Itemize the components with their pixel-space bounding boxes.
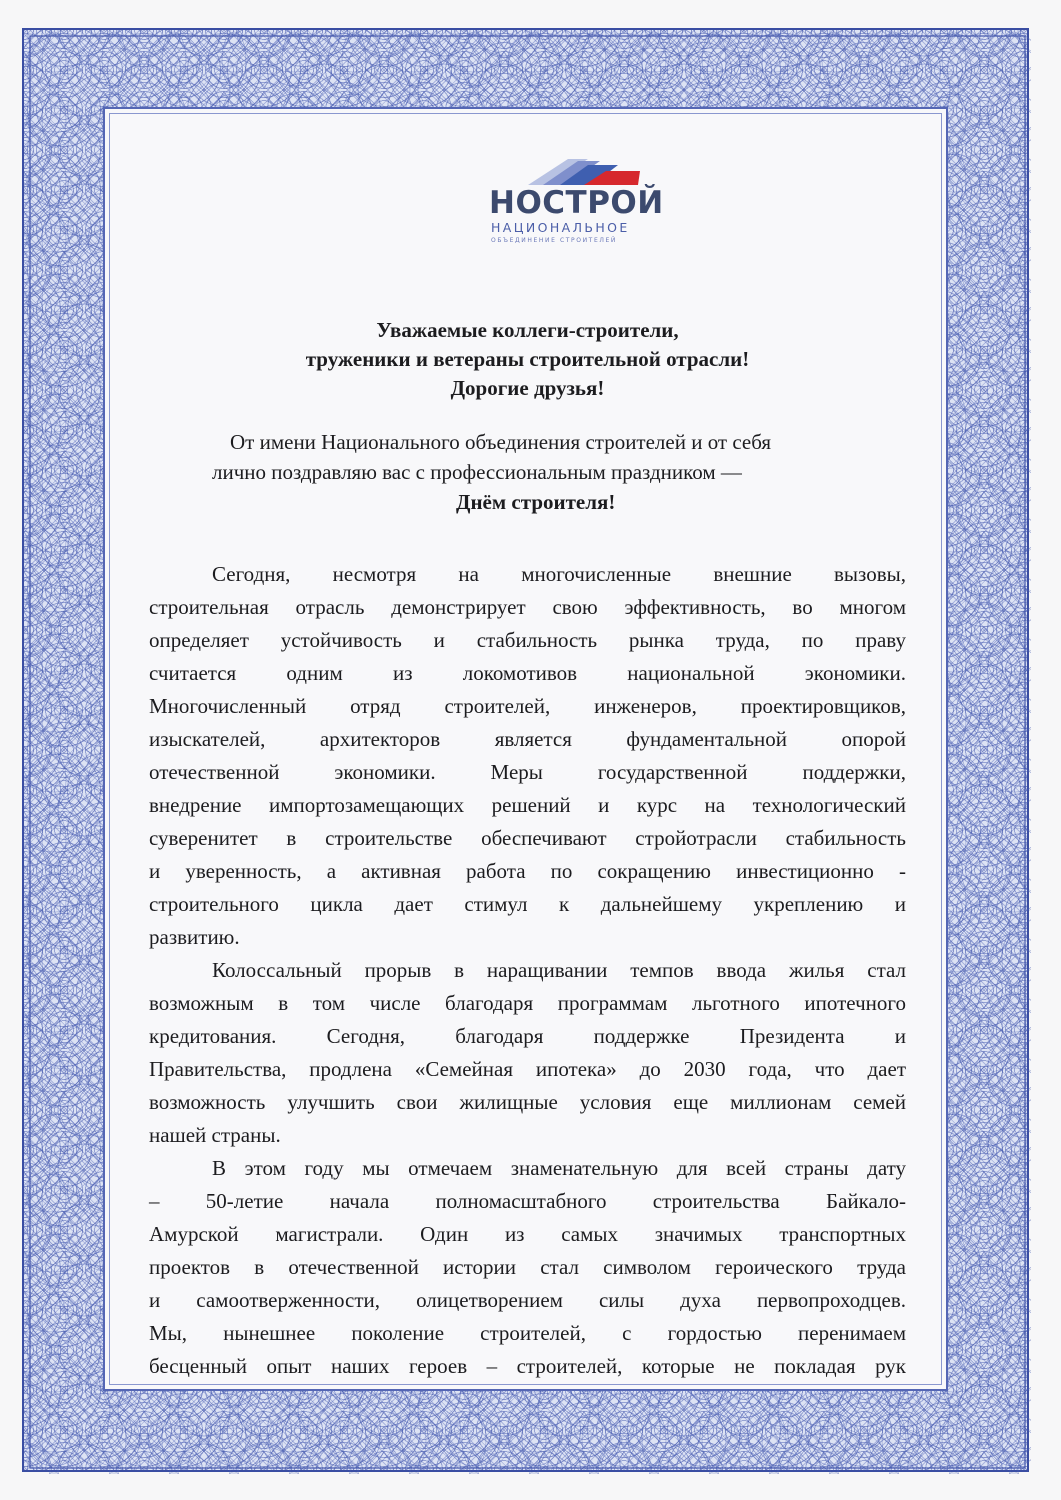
paragraph-1-line: определяет устойчивость и стабильность рынка труда, по праву (149, 628, 906, 652)
paragraph-2-line: возможным в том числе благодаря программам льготного ипотечного (149, 991, 906, 1015)
greeting-line-1: От имени Национального объединения строителей и от себя (230, 430, 772, 454)
heading-line-1: Уважаемые коллеги-строители, (376, 318, 679, 342)
paragraph-3-line: Амурской магистрали. Один из самых значимых транспортных (149, 1222, 906, 1246)
logo-subtitle: НАЦИОНАЛЬНОЕ (491, 220, 630, 235)
paragraph-2-line: возможность улучшить свои жилищные условия еще миллионам семей (149, 1090, 906, 1114)
paragraph-2-line: Правительства, продлена «Семейная ипотека» до 2030 года, что дает (149, 1057, 906, 1081)
paragraph-2-line: кредитования. Сегодня, благодаря поддержке Президента и (149, 1024, 906, 1048)
logo-tagline: ОБЪЕДИНЕНИЕ СТРОИТЕЛЕЙ (491, 237, 617, 244)
greeting-line-3: Днём строителя! (456, 490, 616, 514)
heading-line-2: труженики и ветераны строительной отрасли! (305, 347, 750, 371)
paragraph-3-line: В этом году мы отмечаем знаменательную для всей страны дату (212, 1156, 906, 1180)
paragraph-1-line: суверенитет в строительстве обеспечивают стройотрасли стабильность (149, 826, 906, 850)
paragraph-3-line: проектов в отечественной истории стал символом героического труда (149, 1255, 906, 1279)
paragraph-1-line: строительного цикла дает стимул к дальнейшему укреплению и (149, 892, 906, 916)
paragraph-1-line: Многочисленный отряд строителей, инженеров, проектировщиков, (149, 694, 906, 718)
paragraph-1-line: внедрение импортозамещающих решений и курс на технологический (149, 793, 906, 817)
logo-title: НОСТРОЙ (489, 185, 664, 221)
paragraph-1-line: Сегодня, несмотря на многочисленные внешние вызовы, (212, 562, 906, 586)
paragraph-1-line: изыскателей, архитекторов является фундаментальной опорой (149, 727, 906, 751)
paragraph-2-line: нашей страны. (149, 1123, 281, 1147)
paragraph-3-line: – 50-летие начала полномасштабного строительства Байкало- (149, 1189, 906, 1213)
paragraph-2-line: Колоссальный прорыв в наращивании темпов ввода жилья стал (212, 958, 906, 982)
paragraph-3-line: бесценный опыт наших героев – строителей, которые не покладая рук (149, 1354, 906, 1378)
paragraph-3-line: и самоотверженности, олицетворением силы духа первопроходцев. (149, 1288, 906, 1312)
paragraph-1-line: строительная отрасль демонстрирует свою эффективность, во многом (149, 595, 906, 619)
paragraph-1-line: считается одним из локомотивов национальной экономики. (149, 661, 906, 685)
nostroy-logo (488, 155, 664, 250)
paragraph-1-line: развитию. (149, 925, 240, 949)
paragraph-3-line: Мы, нынешнее поколение строителей, с гордостью перенимаем (149, 1321, 906, 1345)
paragraph-1-line: и уверенность, а активная работа по сокращению инвестиционно - (149, 859, 906, 883)
heading-line-3: Дорогие друзья! (450, 376, 605, 400)
paragraph-1-line: отечественной экономики. Меры государственной поддержки, (149, 760, 906, 784)
greeting-line-2: лично поздравляю вас с профессиональным праздником — (212, 460, 742, 484)
